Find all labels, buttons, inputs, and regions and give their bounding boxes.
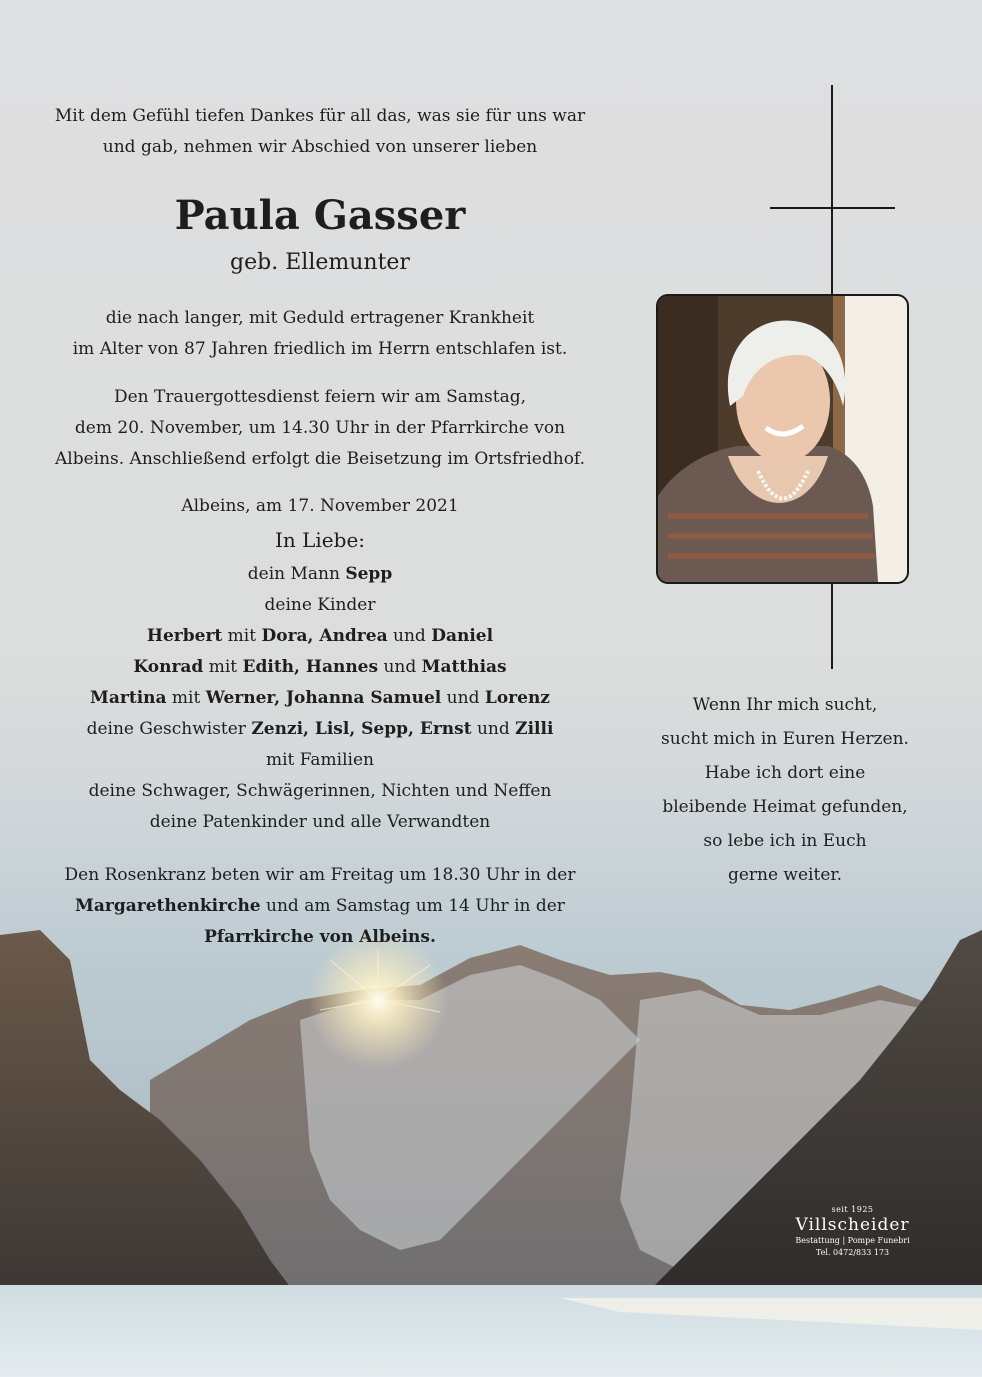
- portrait-photo: [656, 294, 909, 584]
- text-segment: mit: [203, 657, 243, 677]
- bold-name: Pfarrkirche von Albeins.: [204, 927, 436, 947]
- logo-since: seit 1925: [831, 1205, 874, 1214]
- intro-text: [40, 101, 600, 163]
- logo-phone: Tel. 0472/833 173: [815, 1248, 890, 1257]
- bold-name: Dora, Andrea: [261, 626, 388, 646]
- logo-subtitle: Bestattung | Pompe Funebri: [795, 1236, 910, 1245]
- text-segment: und: [387, 626, 432, 646]
- text-segment: und: [378, 657, 422, 677]
- cross-horizontal: [770, 207, 895, 209]
- bold-name: Herbert: [146, 626, 223, 646]
- funeral-home-logo: [780, 1205, 925, 1259]
- text-segment: mit: [166, 688, 206, 708]
- rosary-line: [40, 922, 600, 953]
- bold-name: Werner, Johanna Samuel: [205, 688, 442, 708]
- rosary-line: [40, 891, 600, 922]
- text-segment: und: [441, 688, 485, 708]
- mourner-line: [40, 745, 600, 776]
- intro-line: Mit dem Gefühl tiefen Dankes für all das, was sie für uns war: [54, 106, 586, 126]
- service-line: Den Trauergottesdienst feiern wir am Samstag,: [113, 387, 527, 407]
- death-line: im Alter von 87 Jahren friedlich im Herrn entschlafen ist.: [72, 339, 568, 359]
- text-segment: deine Schwager, Schwägerinnen, Nichten und Neffen: [88, 781, 552, 801]
- mourner-line: [40, 776, 600, 807]
- bold-name: Martina: [90, 688, 167, 708]
- quote-line: gerne weiter.: [727, 865, 843, 885]
- farewell-quote: [640, 688, 930, 892]
- bold-name: Sepp: [345, 564, 393, 584]
- in-love-text: In Liebe:: [274, 528, 366, 552]
- bold-name: Margarethenkirche: [75, 896, 261, 916]
- mourner-line: [40, 621, 600, 652]
- mourner-line: [40, 559, 600, 590]
- bold-name: Zenzi, Lisl, Sepp, Ernst: [251, 719, 472, 739]
- quote-line: sucht mich in Euren Herzen.: [661, 729, 909, 749]
- quote-line: bleibende Heimat gefunden,: [662, 797, 908, 817]
- service-line: Albeins. Anschließend erfolgt die Beisetzung im Ortsfriedhof.: [54, 449, 586, 469]
- text-segment: Den Rosenkranz beten wir am Freitag um 18.30 Uhr in der: [64, 865, 576, 885]
- bold-name: Matthias: [421, 657, 507, 677]
- maiden-name: geb. Ellemunter: [230, 250, 410, 275]
- intro-line: und gab, nehmen wir Abschied von unserer lieben: [102, 137, 538, 157]
- bold-name: Edith, Hannes: [242, 657, 379, 677]
- death-line: die nach langer, mit Geduld ertragener Krankheit: [105, 308, 535, 328]
- mourner-line: [40, 807, 600, 838]
- mourner-line: [40, 652, 600, 683]
- bold-name: Daniel: [431, 626, 494, 646]
- text-segment: deine Kinder: [264, 595, 376, 615]
- rosary-text: [40, 860, 600, 953]
- bold-name: Zilli: [515, 719, 554, 739]
- in-love-heading: [40, 525, 600, 556]
- bold-name: Konrad: [133, 657, 204, 677]
- text-segment: und: [471, 719, 516, 739]
- text-segment: mit Familien: [265, 750, 374, 770]
- service-text: [40, 382, 600, 475]
- text-segment: mit: [222, 626, 262, 646]
- quote-line: so lebe ich in Euch: [703, 831, 867, 851]
- mourner-line: [40, 590, 600, 621]
- text-segment: deine Geschwister: [86, 719, 252, 739]
- mourner-line: [40, 683, 600, 714]
- death-text: [40, 303, 600, 365]
- deceased-name: Paula Gasser: [174, 192, 466, 239]
- quote-line: Wenn Ihr mich sucht,: [692, 695, 878, 715]
- quote-line: Habe ich dort eine: [704, 763, 866, 783]
- text-segment: dein Mann: [247, 564, 346, 584]
- service-line: dem 20. November, um 14.30 Uhr in der Pfarrkirche von: [74, 418, 566, 438]
- rosary-line: [40, 860, 600, 891]
- text-segment: und am Samstag um 14 Uhr in der: [260, 896, 565, 916]
- logo-brand: Villscheider: [795, 1215, 910, 1235]
- mourners-list: [40, 559, 600, 838]
- bold-name: Lorenz: [484, 688, 550, 708]
- text-segment: deine Patenkinder und alle Verwandten: [149, 812, 491, 832]
- place-date-text: Albeins, am 17. November 2021: [181, 496, 459, 516]
- mourner-line: [40, 714, 600, 745]
- place-date: [40, 491, 600, 522]
